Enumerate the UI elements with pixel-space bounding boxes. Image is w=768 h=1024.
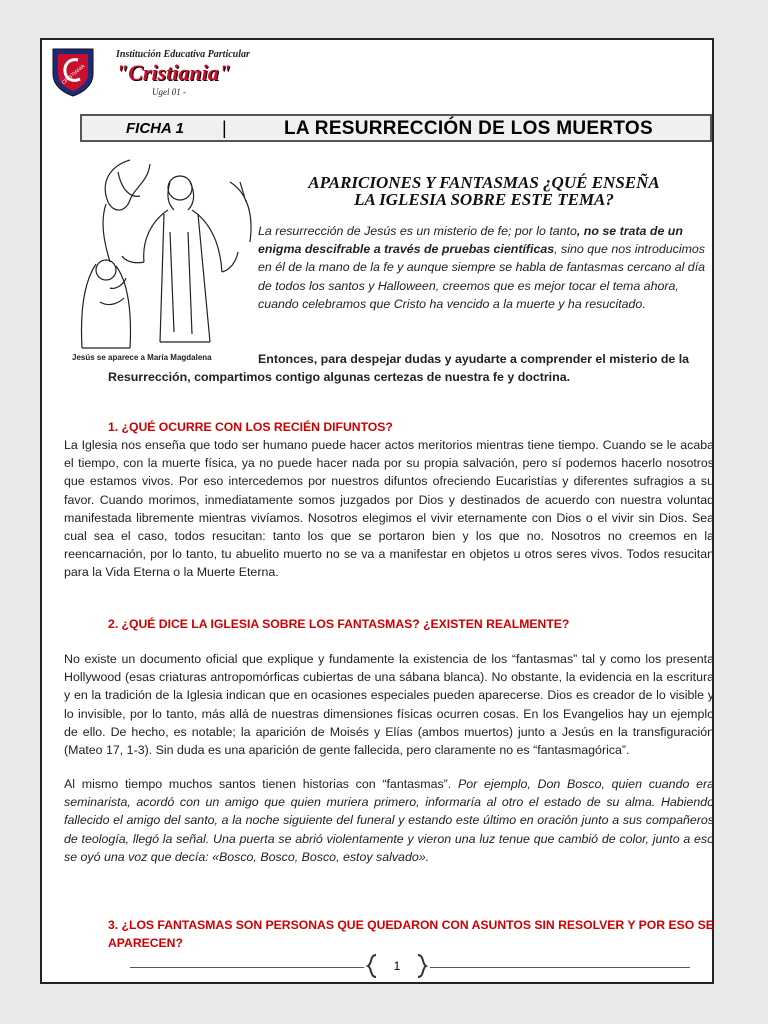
page-number: 1	[393, 959, 401, 973]
ficha-title: LA RESURRECCIÓN DE LOS MUERTOS	[284, 118, 653, 139]
footer-rule-right	[430, 967, 690, 968]
answer-1: La Iglesia nos enseña que todo ser humano puede hacer actos meritorios mientras tiene tiempo. Cuando se le acaba el tiempo, con la muerte física, ya no puede hacer nada por su propia salvación, pero sí podemos hacerlo nosotros que estamos vivos. Por eso intercedemos por nuestros difuntos ofreciendo Eucaristías y diferentes sufragios a su favor. Cuando morimos, inmediatamente somos juzgados por Dios y destinados de acuerdo con nuestra voluntad manifestada libremente mientras vivíamos. Nosotros elegimos el vivir eternamente con Dios o el vivir sin Dios. Sea cual sea el caso, todos resucitan: tanto los que se portaron bien y los que no. Nosotros no creemos en la reencarnación, por lo tanto, tu abuelito muerto no se va a manifestar en objetos u otros seres vivos. Todos resucitan para la Vida Eterna o la Muerte Eterna.	[64, 438, 714, 580]
ficha-label: FICHA 1	[126, 120, 184, 137]
intro-conclusion	[108, 350, 714, 386]
footer-rule-left	[130, 967, 364, 968]
page-number-box	[366, 952, 428, 980]
ugel-label: Ugel 01 -	[152, 87, 186, 97]
intro-text-b: , sino que nos introducimos en él de la mano de la fe y aunque siempre se habla de fantasmas cercano al día de todos los santos y Halloween, creemos que es mejor tocar el tema ahora, cuando celebramos que Cristo ha vencido a la muerte y ha resucitado.	[258, 242, 706, 311]
institution-line: Institución Educativa Particular	[116, 49, 250, 60]
answer-2-italic: Por ejemplo, Don Bosco, quien cuando era seminarista, acordó con un amigo que quien muriera primero, informaría al otro el estado de su alma. Habiendo fallecido el amigo del santo, a la noche siguiente del funeral y estando este último en oración junto a sus compañeros de teología, llegó la señal. Una puerta se abrió violentamente y vieron una luz tenue que cambió de color, junto a eso se oyó una voz que decía: «Bosco, Bosco, Bosco, estoy salvado».	[64, 777, 715, 864]
illustration-caption: Jesús se aparece a María Magdalena	[72, 353, 212, 362]
intro-conclusion-text: Entonces, para despejar dudas y ayudarte a comprender el misterio de la Resurrección, compartimos contigo algunas certezas de nuestra fe y doctrina.	[108, 352, 690, 384]
intro-text-bold: , no se trata de un enigma descifrable a través de pruebas científicas	[258, 224, 683, 257]
svg-text:CRISTIANIA: CRISTIANIA	[60, 63, 87, 87]
worksheet-page	[40, 38, 714, 984]
ficha-separator: |	[222, 118, 227, 138]
section-heading	[264, 174, 704, 208]
question-1: 1. ¿QUÉ OCURRE CON LOS RECIÉN DIFUNTOS?	[108, 420, 393, 434]
jesus-magdalena-illustration	[70, 152, 266, 352]
intro-paragraph	[258, 222, 714, 313]
answer-2-plain: Al mismo tiempo muchos santos tienen historias con “fantasmas”.	[64, 777, 458, 791]
heading-line-1: APARICIONES Y FANTASMAS ¿QUÉ ENSEÑA	[308, 173, 660, 192]
intro-text-a: La resurrección de Jesús es un misterio de fe; por lo tanto	[258, 224, 577, 238]
ficha-title-bar	[80, 114, 712, 142]
question-2: 2. ¿QUÉ DICE LA IGLESIA SOBRE LOS FANTASMAS? ¿EXISTEN REALMENTE?	[108, 617, 570, 631]
school-shield-logo	[50, 46, 96, 98]
question-3: 3. ¿LOS FANTASMAS SON PERSONAS QUE QUEDARON CON ASUNTOS SIN RESOLVER Y POR ESO SE APARECEN?	[108, 918, 714, 950]
answer-2-continuation	[64, 775, 714, 866]
answer-2: No existe un documento oficial que explique y fundamente la existencia de los “fantasmas” tal y como los presenta Hollywood (esas criaturas antropomórficas cubiertas de una sábana blanca). No obstante, la evidencia en la escritura y en la tradición de la Iglesia indican que en ocasiones especiales pueden aparecerse. Dios es creador de lo visible y lo invisible, por lo tanto, más allá de nuestras dimensiones físicas ocurren cosas. En los Evangelios hay un ejemplo de ello. De hecho, es notable; la aparición de Moisés y Elías (ambos muertos) junto a Jesús en la transfiguración (Mateo 17, 1-3). Sin duda es una aparición de gente fallecida, pero claramente no es “fantasmagórica”.	[64, 652, 714, 758]
heading-line-2: LA IGLESIA SOBRE ESTE TEMA?	[354, 190, 614, 209]
school-name: "Cristiania"	[116, 60, 231, 85]
